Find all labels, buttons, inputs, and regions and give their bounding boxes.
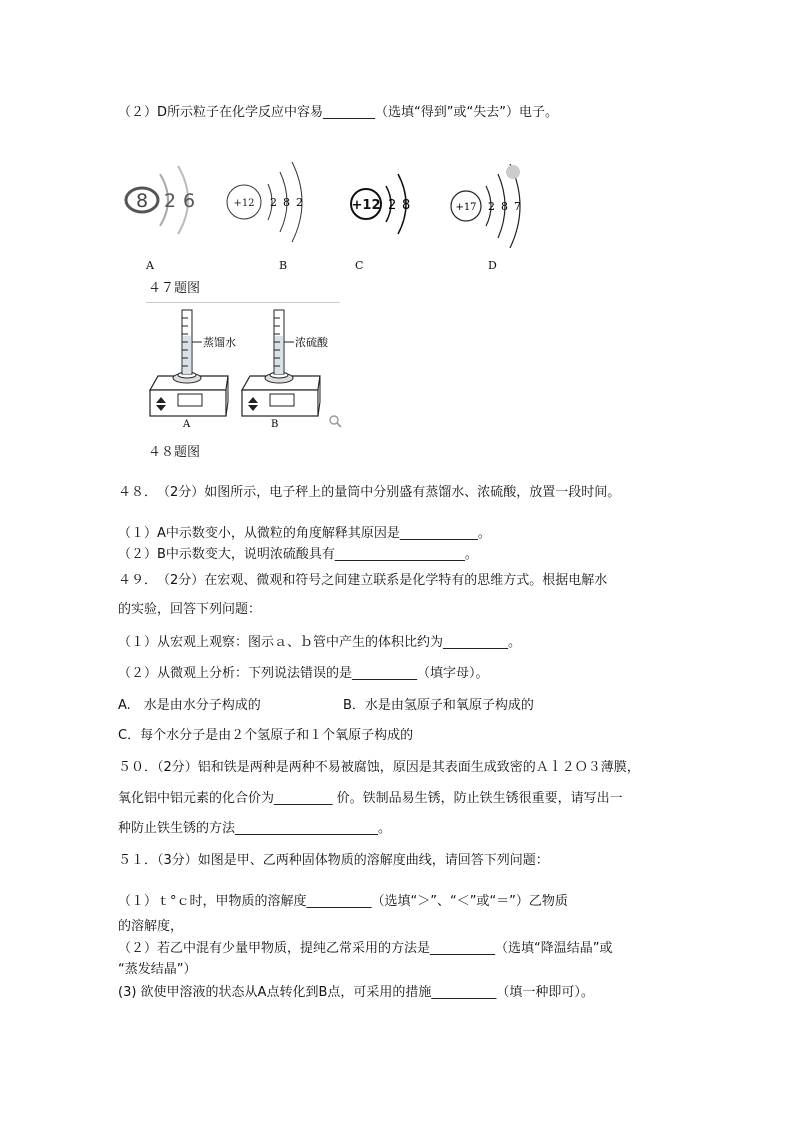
atom-b-shell-3: 2 [296,196,303,209]
atom-d-label: D [488,259,497,272]
atom-d-nucleus: +17 [455,202,477,213]
atom-b-shell-2: 8 [283,196,290,209]
atom-b-label: B [279,259,288,272]
atom-diagram-d [446,156,532,248]
q48-figure-caption: ４８题图 [148,445,201,460]
atom-diagram-a [120,160,208,244]
atom-b-shell-1: 2 [270,196,277,209]
atom-a-label: A [146,259,154,272]
balance-figure [146,306,346,430]
atom-c-shell-2: 8 [402,198,411,213]
q51-part1-line2: 的溶解度， [118,919,184,934]
q50-line2: 氧化铝中铝元素的化合价为_________ 价。铁制品易生锈，防止铁生锈很重要，请写出一 [118,791,623,806]
q48-part1: （１）A中示数变小，从微粒的角度解释其原因是____________。 [118,526,491,541]
q49-option-b: B．水是由氢原子和氧原子构成的 [343,698,534,713]
q48-part2: （２）B中示数变大，说明浓硫酸具有____________________。 [118,547,478,562]
atom-d-shell-3: 7 [514,200,521,213]
q51-part3: (3) 欲使甲溶液的状态从A点转化到B点，可采用的措施__________（填一种即可）。 [118,985,594,1000]
q51-part2-line1: （２）若乙中混有少量甲物质，提纯乙常采用的方法是__________（选填“降温结晶”或 [118,941,613,956]
liquid-label-a: 蒸馏水 [203,336,236,349]
q49-option-a: A. 水是由水分子构成的 [118,698,261,713]
scale-b-label: B [271,419,279,430]
atom-diagram-b [224,156,324,246]
q51-part1-line1: （１）ｔ°ｃ时，甲物质的溶解度__________（选填“＞”、“＜”或“＝”）乙物质 [118,894,568,909]
atom-c-nucleus: +12 [351,198,381,213]
atom-diagram-c [344,156,426,248]
q47-figure-caption: ４７题图 [148,281,201,296]
q49-stem-line1: ４９． （2分）在宏观、微观和符号之间建立联系是化学特有的思维方式。根据电解水 [118,573,608,588]
atom-d-shell-2: 8 [501,200,508,213]
q49-option-c: C．每个水分子是由２个氢原子和１个氧原子构成的 [118,728,414,743]
q50-line1: ５０．（2分）铝和铁是两种是两种不易被腐蚀，原因是其表面生成致密的Ａｌ２Ｏ３薄膜， [118,760,640,775]
q51-part2-line2: “蒸发结晶”） [118,962,197,977]
q48-stem: ４８． （2分）如图所示，电子秤上的量筒中分别盛有蒸馏水、浓硫酸，放置一段时间。 [118,485,621,500]
scale-b [242,310,329,416]
atom-a-shell-2: 6 [183,190,196,212]
q49-part2: （２）从微观上分析：下列说法错误的是__________（填字母）。 [118,666,489,681]
zoom-dot-icon [506,165,520,179]
scale-a-label: A [183,419,191,430]
q49-part1: （１）从宏观上观察：图示ａ、ｂ管中产生的体积比约为__________。 [118,635,522,650]
atom-d-shell-1: 2 [488,200,495,213]
liquid-label-b: 浓硫酸 [295,336,328,349]
atom-a-nucleus: 8 [135,190,149,212]
atom-a-shell-1: 2 [164,190,177,212]
scale-a [150,310,236,416]
q47-part2: （２）D所示粒子在化学反应中容易________（选填“得到”或“失去”）电子。 [118,105,558,120]
q51-stem: ５１．（3分）如图是甲、乙两种固体物质的溶解度曲线，请回答下列问题： [118,853,549,868]
atom-b-nucleus: +12 [233,198,255,209]
atom-c-label: C [355,259,364,272]
q50-line3: 种防止铁生锈的方法______________________。 [118,821,392,836]
q49-stem-line2: 的实验，回答下列问题： [118,602,262,617]
magnifier-icon [330,416,341,427]
atom-c-shell-1: 2 [388,198,397,213]
figure-divider [146,302,340,303]
